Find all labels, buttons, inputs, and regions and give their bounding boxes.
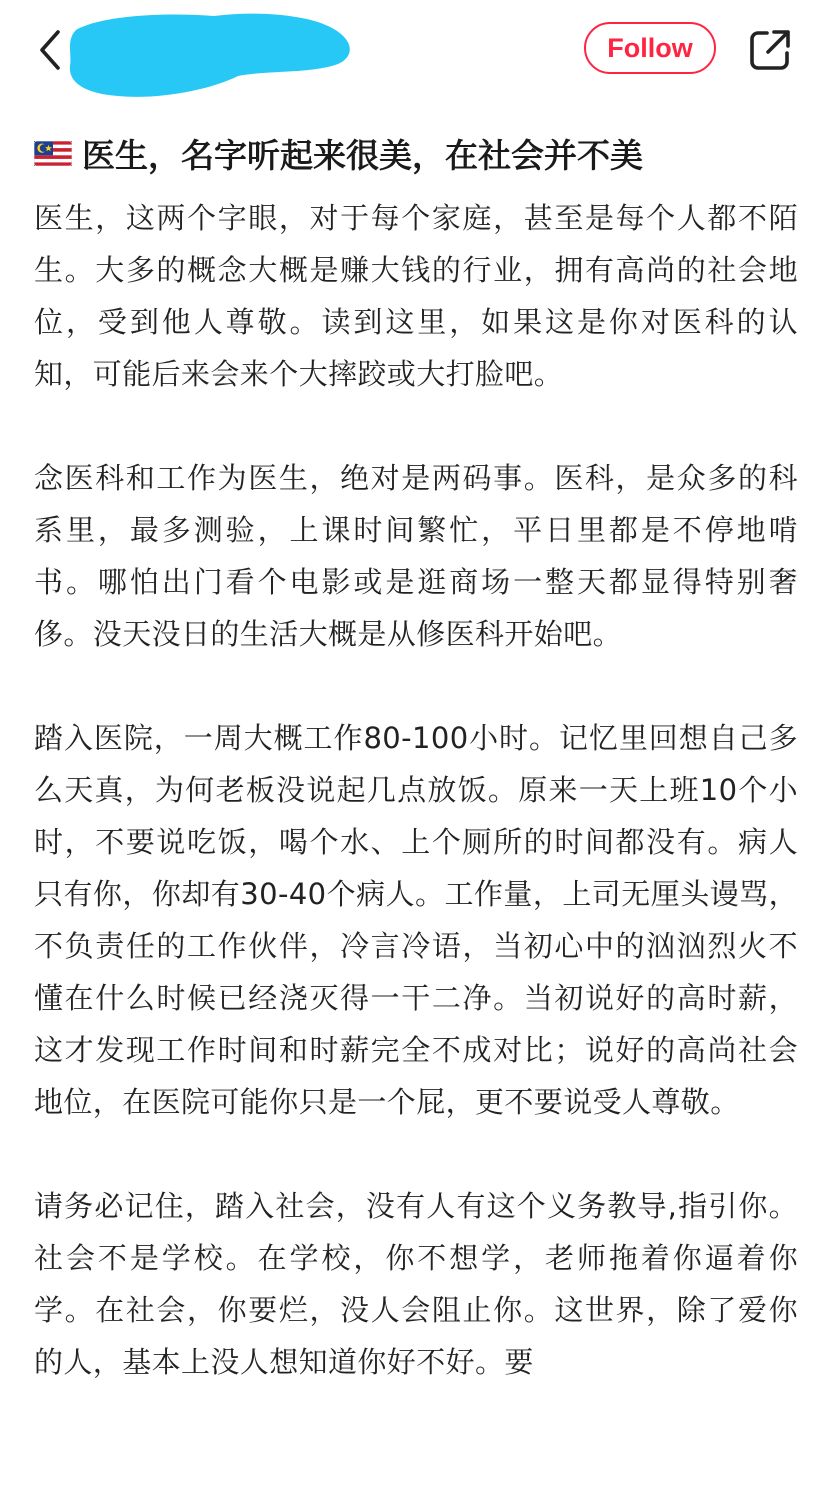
share-icon xyxy=(748,28,792,72)
post-paragraph: 请务必记住，踏入社会，没有人有这个义务教导,指引你。社会不是学校。在学校，你不想学，老师拖着你逼着你学。在社会，你要烂，没人会阻止你。这世界，除了爱你的人，基本上没人想知道你好不好。要 xyxy=(34,1189,798,1379)
post-paragraph: 医生，这两个字眼，对于每个家庭，甚至是每个人都不陌生。大多的概念大概是赚大钱的行业，拥有高尚的社会地位，受到他人尊敬。读到这里，如果这是你对医科的认知，可能后来会来个大摔跤或大打脸吧。 xyxy=(34,201,798,391)
follow-button[interactable]: Follow xyxy=(584,22,716,74)
top-nav-bar xyxy=(0,0,828,104)
post-paragraph: 踏入医院，一周大概工作80-100小时。记忆里回想自己多么天真，为何老板没说起几点放饭。原来一天上班10个小时，不要说吃饭，喝个水、上个厕所的时间都没有。病人只有你，你却有30-40个病人。工作量，上司无厘头谩骂，不负责任的工作伙伴，冷言冷语，当初心中的汹汹烈火不懂在什么时候已经浇灭得一干二净。当初说好的高时薪，这才发现工作时间和时薪完全不成对比；说好的高尚社会地位，在医院可能你只是一个屁，更不要说受人尊敬。 xyxy=(34,721,798,1119)
post-content xyxy=(34,124,798,1388)
post-title-text: 医生，名字听起来很美，在社会并不美 xyxy=(82,135,643,175)
author-name-redaction xyxy=(62,4,356,100)
share-button[interactable] xyxy=(748,28,792,72)
malaysia-flag-icon xyxy=(34,141,72,166)
post-body xyxy=(34,192,798,1388)
post-paragraph: 念医科和工作为医生，绝对是两码事。医科，是众多的科系里，最多测验，上课时间繁忙，平日里都是不停地啃书。哪怕出门看个电影或是逛商场一整天都显得特别奢侈。没天没日的生活大概是从修医科开始吧。 xyxy=(34,461,798,651)
post-title xyxy=(34,124,798,182)
